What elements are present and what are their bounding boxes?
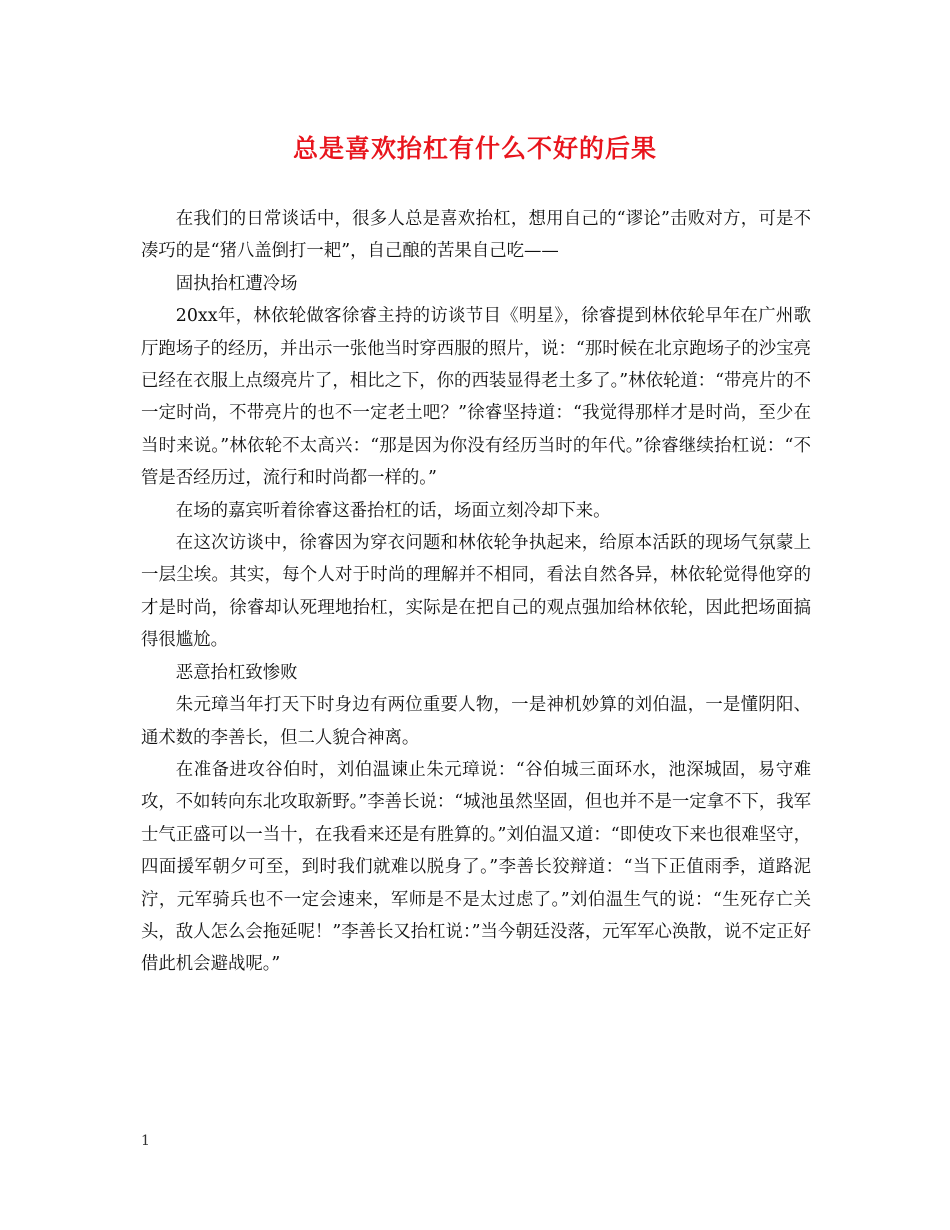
paragraph-battle-debate: 在准备进攻谷伯时，刘伯温谏止朱元璋说：“谷伯城三面环水，池深城固，易守难攻，不如转向东北攻取新野。”李善长说：“城池虽然坚固，但也并不是一定拿不下，我军士气正盛可以一当十，在我看来还是有胜算的。”刘伯温又道：“即使攻下来也很难坚守，四面援军朝夕可至，到时我们就难以脱身了。”李善长狡辩道：“当下正值雨季，道路泥泞，元军骑兵也不一定会速来，军师是不是太过虑了。”刘伯温生气的说：“生死存亡关头，敌人怎么会拖延呢！”李善长又抬杠说：”当今朝廷没落，元军军心涣散，说不定正好借此机会避战呢。”	[141, 759, 811, 975]
page-number: 1	[141, 1133, 150, 1149]
document-title: 总是喜欢抬杠有什么不好的后果	[292, 134, 657, 163]
paragraph-analysis: 在这次访谈中，徐睿因为穿衣问题和林依轮争执起来，给原本活跃的现场气氛蒙上一层尘埃。其实，每个人对于时尚的理解并不相同，看法自然各异，林依轮觉得他穿的才是时尚，徐睿却认死理地抬杠，实际是在把自己的观点强加给林依轮，因此把场面搞得很尴尬。	[141, 533, 811, 651]
section-heading-stubborn-argument: 固执抬杠遭冷场	[175, 273, 298, 294]
section-heading-malicious-argument: 恶意抬杠致惨败	[175, 662, 298, 683]
paragraph-intro: 在我们的日常谈话中，很多人总是喜欢抬杠，想用自己的“谬论”击败对方，可是不凑巧的是“猪八盖倒打一耙”，自己酿的苦果自己吃——	[141, 209, 811, 262]
paragraph-cold-scene: 在场的嘉宾听着徐睿这番抬杠的话，场面立刻冷却下来。	[175, 500, 611, 521]
paragraph-interview-story: 20xx年，林依轮做客徐睿主持的访谈节目《明星》，徐睿提到林依轮早年在广州歌厅跑场子的经历，并出示一张他当时穿西服的照片，说：“那时候在北京跑场子的沙宝亮已经在衣服上点缀亮片了，相比之下，你的西装显得老土多了。”林依轮道：“带亮片的不一定时尚，不带亮片的也不一定老土吧？”徐睿坚持道：“我觉得那样才是时尚，至少在当时来说。”林依轮不太高兴：“那是因为你没有经历当时的年代。”徐睿继续抬杠说：“不管是否经历过，流行和时尚都一样的。”	[141, 306, 811, 489]
document-body	[141, 203, 811, 981]
paragraph-zhu-yuanzhang: 朱元璋当年打天下时身边有两位重要人物，一是神机妙算的刘伯温，一是懂阴阳、通术数的李善长，但二人貌合神离。	[141, 695, 811, 748]
